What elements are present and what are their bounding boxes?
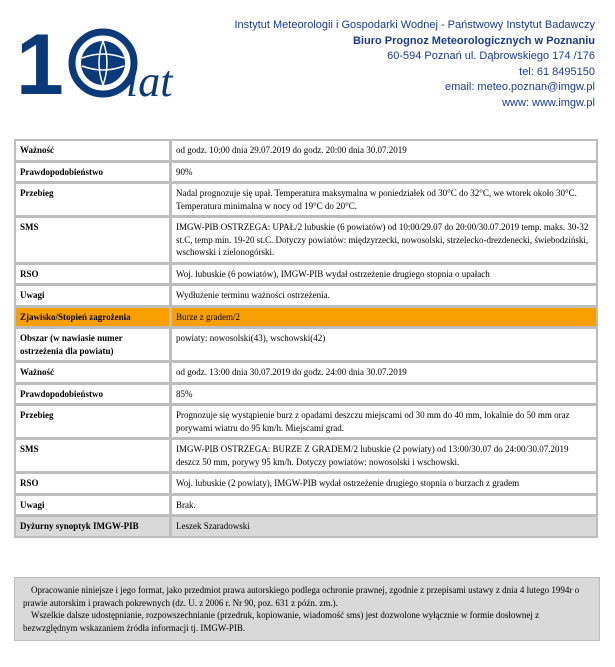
row-label: Ważność [15,140,170,161]
imgw-100-lat-logo [16,17,186,113]
warning-table [14,139,598,538]
copyright-notice [14,577,600,641]
website: www: www.imgw.pl [502,96,595,109]
logo-number: 1 [16,17,60,113]
row-label: Prawdopodobieństwo [15,162,170,183]
row-value: Nadal prognozuje się upał. Temperatura maksymalna w poniedziałek od 30°C do 32°C, we wtorek około 30°C. Temperatura minimalna w nocy od 19°C do 20°C. [171,183,597,216]
row-value: od godz. 10:00 dnia 29.07.2019 do godz. 20:00 dnia 30.07.2019 [171,140,597,161]
row-value: powiaty: nowosolski(43), wschowski(42) [171,328,597,361]
email: email: meteo.poznan@imgw.pl [445,81,595,93]
row-value: Leszek Szaradowski [171,516,597,537]
table-row [15,328,597,361]
phone: tel: 61 8495150 [519,65,595,78]
row-value: Woj. lubuskie (6 powiatów), IMGW-PIB wydał ostrzeżenie drugiego stopnia o upałach [171,264,597,285]
row-value: Prognozuje się wystąpienie burz z opadami deszczu miejscami od 30 mm do 40 mm, lokalnie do 50 mm oraz porywami wiatru do 95 km/h. Miejscami grad. [171,405,597,438]
row-label: SMS [15,217,170,263]
org-name: Instytut Meteorologii i Gospodarki Wodnej - Państwowy Instytut Badawczy [234,19,595,31]
row-value: 90% [171,162,597,183]
table-row [15,384,597,405]
table-row [15,183,597,216]
row-value: IMGW-PIB OSTRZEGA: BURZE Z GRADEM/2 lubuskie (2 powiaty) od 13:00/30.07 do 24:00/30.07.2019 deszcz 50 mm, porywy 95 km/h. Dotyczy powiatów: nowosolski i wschowski. [171,439,597,472]
table-row [15,285,597,306]
row-value: Brak. [171,495,597,516]
row-value: 85% [171,384,597,405]
row-label: Dyżurny synoptyk IMGW-PIB [15,516,170,537]
table-row [15,140,597,161]
row-label: Obszar (w nawiasie numer ostrzeżenia dla powiatu) [15,328,170,361]
row-label: Przebieg [15,183,170,216]
row-label: RSO [15,264,170,285]
row-label: Zjawisko/Stopień zagrożenia [15,307,170,328]
row-label: Uwagi [15,495,170,516]
table-row [15,162,597,183]
row-label: SMS [15,439,170,472]
row-label: Prawdopodobieństwo [15,384,170,405]
row-value: Woj. lubuskie (2 powiaty), IMGW-PIB wydał ostrzeżenie drugiego stopnia o burzach z gradem [171,473,597,494]
table-row [15,264,597,285]
row-value: Burze z gradem/2 [171,307,597,328]
copyright-paragraph: Opracowanie niniejsze i jego format, jako przedmiot prawa autorskiego podlega ochronie prawnej, zgodnie z przepisami ustawy z dnia 4 lutego 1994r o prawie autorskim i prawach pokrewnych (dz. U. z 2006 r. Nr 90, poz. 631 z późn. zm.). [23,585,580,608]
bureau-name: Biuro Prognoz Meteorologicznych w Poznaniu [352,34,595,47]
copyright-paragraph: Wszelkie dalsze udostępnianie, rozpowszechnianie (przedruk, kopiowanie, wiadomość sms) jest dozwolone wyłącznie w formie dosłownej z bezwzględnym wskazaniem źródła informacji tj. IMGW-PIB. [23,610,540,633]
row-value: IMGW-PIB OSTRZEGA: UPAŁ/2 lubuskie (6 powiatów) od 10:00/29.07 do 20:00/30.07.2019 temp. maks. 30-32 st.C, temp min. 19-20 st.C. Dotyczy powiatów: międzyrzecki, nowosolski, strzelecko-drezdenecki, świebodziński, wschowski i zielonogórski. [171,217,597,263]
logo-lat-text: lat [126,57,173,106]
row-value: od godz. 13:00 dnia 30.07.2019 do godz. 24:00 dnia 30.07.2019 [171,362,597,383]
institute-contact-block [234,18,595,111]
row-value: Wydłużenie terminu ważności ostrzeżenia. [171,285,597,306]
address: 60-594 Poznań ul. Dąbrowskiego 174 /176 [387,50,595,62]
table-row [15,217,597,263]
table-row [15,473,597,494]
forecaster-row [15,516,597,537]
table-row [15,495,597,516]
hazard-row [15,307,597,328]
table-row [15,439,597,472]
row-label: RSO [15,473,170,494]
row-label: Ważność [15,362,170,383]
row-label: Uwagi [15,285,170,306]
row-label: Przebieg [15,405,170,438]
table-row [15,362,597,383]
table-row [15,405,597,438]
